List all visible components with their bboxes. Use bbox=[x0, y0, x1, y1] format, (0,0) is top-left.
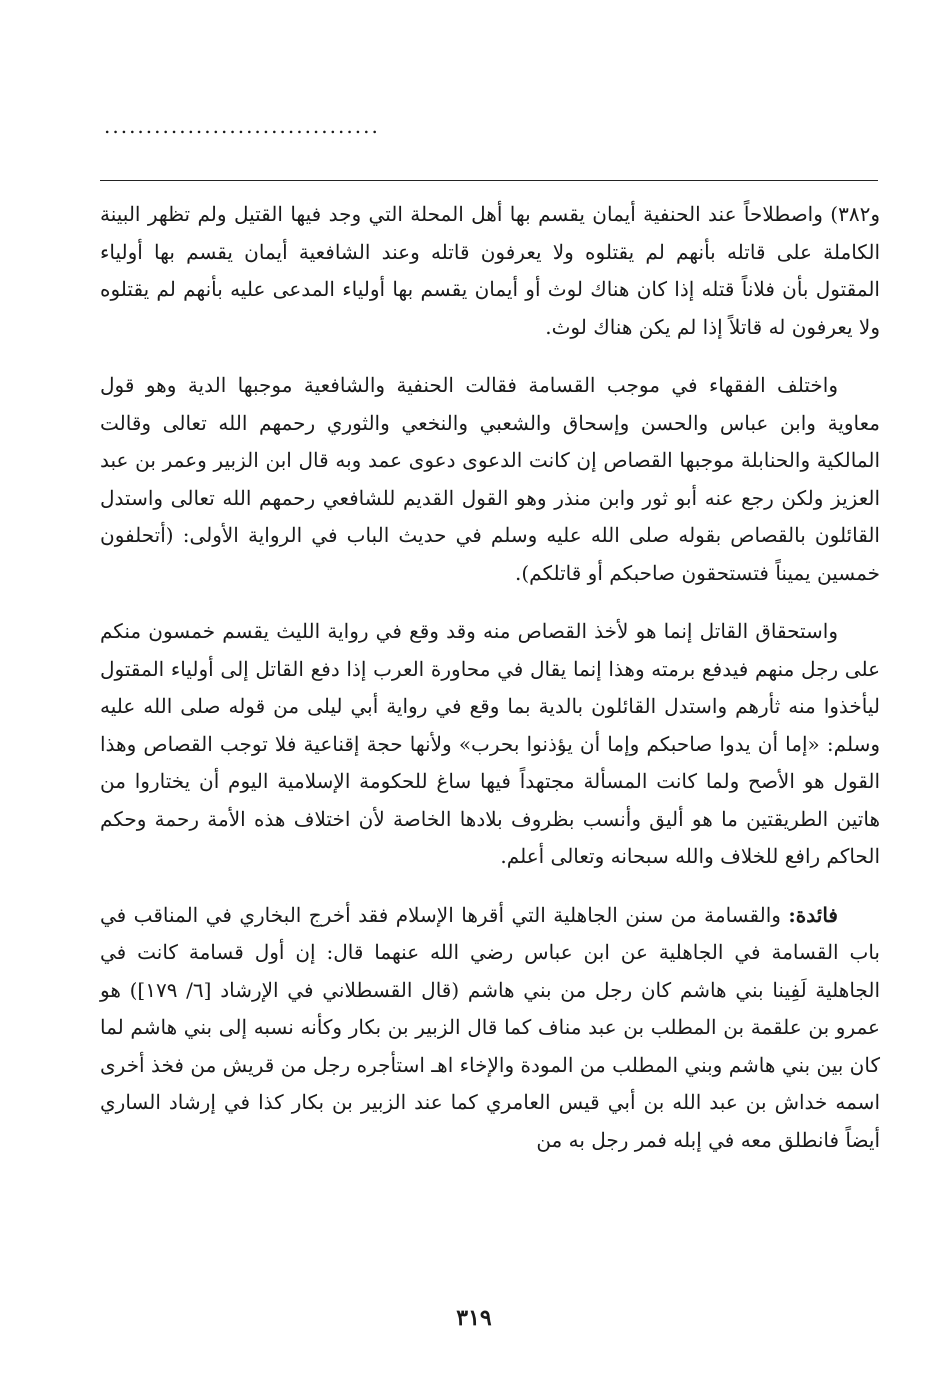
paragraph-gap bbox=[100, 346, 880, 367]
footnote-382: و٣٨٢) واصطلاحاً عند الحنفية أيمان يقسم بها أهل المحلة التي وجد فيها القتيل ولم تظهر البينة الكاملة على قاتله بأنهم لم يقتلوه ولا يعرفون قاتله وعند الشافعية أيمان يقسم بها أولياء المقتول بأن فلاناً قتله إذا كان هناك لوث أو أيمان يقسم بها أولياء المدعى عليه بأنهم لم يقتلوه ولا يعرفون له قاتلاً إذا لم يكن هناك لوث. bbox=[100, 202, 880, 339]
paragraph-gap bbox=[100, 876, 880, 897]
paragraph-faida bbox=[100, 897, 880, 1160]
footnote-separator bbox=[100, 180, 878, 181]
header-dotted-line: ................................. bbox=[104, 114, 380, 138]
paragraph-qasama-ruling: واختلف الفقهاء في موجب القسامة فقالت الحنفية والشافعية موجبها الدية وهو قول معاوية وابن عباس والحسن وإسحاق والشعبي والنخعي والثوري رحمهم الله تعالى وقالت المالكية والحنابلة موجبها القصاص إن كانت الدعوى دعوى عمد وبه قال ابن الزبير وعمر بن عبد العزيز ولكن رجع عنه أبو ثور وابن منذر وهو القول القديم للشافعي رحمهم الله تعالى واستدل القائلون بالقصاص بقوله صلى الله عليه وسلم في حديث الباب في الرواية الأولى: (أتحلفون خمسين يميناً فتستحقون صاحبكم أو قاتلكم). bbox=[100, 373, 880, 585]
page-number: ٣١٩ bbox=[456, 1305, 492, 1331]
faida-text: والقسامة من سنن الجاهلية التي أقرها الإسلام فقد أخرج البخاري في المناقب في باب القسامة في الجاهلية عن ابن عباس رضي الله عنهما قال: إن أول قسامة كانت في الجاهلية لَفِينا بني هاشم كان رجل من بني هاشم (قال القسطلاني في الإرشاد [٦/ ١٧٩]) هو عمرو بن علقمة بن المطلب بن عبد مناف كما قال الزبير بن بكار وكأنه نسبه إلى بني هاشم لما كان بين بني هاشم وبني المطلب من المودة والإخاء اهـ استأجره رجل من قريش من فخذ أخرى اسمه خداش بن عبد الله بن أبي قيس العامري كما عند الزبير بن بكار كذا في إرشاد الساري أيضاً فانطلق معه في إبله فمر رجل به من bbox=[100, 902, 880, 1152]
faida-label: فائدة: bbox=[788, 902, 838, 927]
paragraph-gap bbox=[100, 592, 880, 613]
paragraph-qasas-text: واستحقاق القاتل إنما هو لأخذ القصاص منه وقد وقع في رواية الليث يقسم خمسون منكم على رجل منهم فيدفع برمته وهذا إنما يقال في محاورة العرب إذا دفع القاتل إلى أولياء المقتول ليأخذوا منه ثأرهم واستدل القائلون بالدية بما وقع في رواية أبي ليلى من قوله صلى الله عليه وسلم: «إما أن يدوا صاحبكم وإما أن يؤذنوا بحرب» ولأنها حجة إقناعية فلا توجب القصاص وهذا القول هو الأصح ولما كانت المسألة مجتهداً فيها ساغ للحكومة الإسلامية اليوم أن يختاروا من هاتين الطريقتين ما هو أليق وأنسب بظروف بلادها الخاصة لأن اختلاف هذه الأمة رحمة وحكم الحاكم رافع للخلاف والله سبحانه وتعالى أعلم. bbox=[100, 619, 880, 868]
paragraph-qasas-argument bbox=[100, 613, 880, 876]
page-text bbox=[100, 196, 880, 1159]
